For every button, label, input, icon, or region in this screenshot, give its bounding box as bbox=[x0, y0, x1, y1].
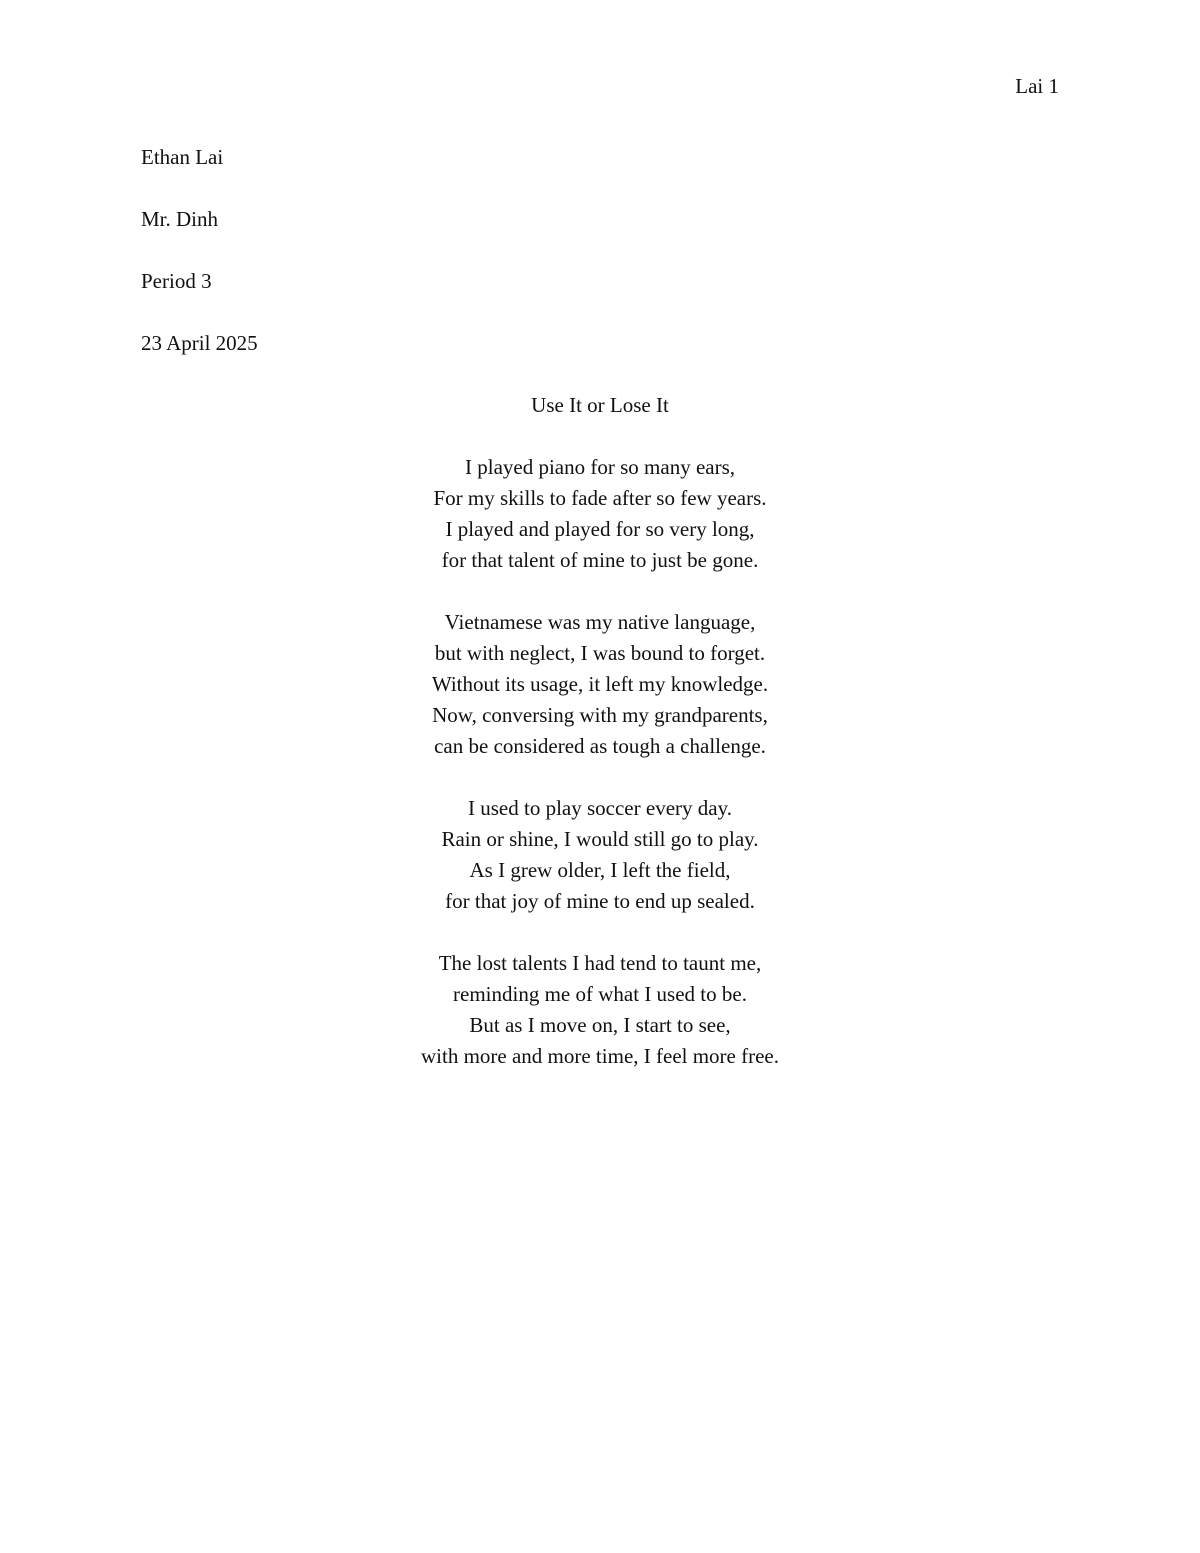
class-period: Period 3 bbox=[141, 269, 212, 293]
running-header: Lai 1 bbox=[1015, 74, 1059, 98]
stanza-4 bbox=[0, 949, 1200, 1073]
poem-line: reminding me of what I used to be. bbox=[453, 982, 747, 1006]
poem-line: Now, conversing with my grandparents, bbox=[432, 703, 768, 727]
poem-line: I played piano for so many ears, bbox=[465, 455, 735, 479]
stanza-2 bbox=[0, 608, 1200, 763]
teacher-name: Mr. Dinh bbox=[141, 207, 219, 231]
poem-line: As I grew older, I left the field, bbox=[469, 858, 731, 882]
poem-body bbox=[0, 453, 1200, 1104]
mla-heading bbox=[141, 143, 258, 391]
poem-title: Use It or Lose It bbox=[531, 393, 669, 417]
poem-line: I used to play soccer every day. bbox=[468, 796, 732, 820]
poem-line: But as I move on, I start to see, bbox=[469, 1013, 731, 1037]
poem-line: can be considered as tough a challenge. bbox=[434, 734, 766, 758]
student-name: Ethan Lai bbox=[141, 145, 224, 169]
poem-line: with more and more time, I feel more free. bbox=[420, 1044, 779, 1068]
poem-line: for that joy of mine to end up sealed. bbox=[445, 889, 755, 913]
poem-line: but with neglect, I was bound to forget. bbox=[434, 641, 766, 665]
poem-line: The lost talents I had tend to taunt me, bbox=[438, 951, 762, 975]
poem-line: Vietnamese was my native language, bbox=[444, 610, 756, 634]
stanza-3 bbox=[0, 794, 1200, 918]
stanza-1 bbox=[0, 453, 1200, 577]
poem-line: For my skills to fade after so few years. bbox=[433, 486, 767, 510]
poem-line: for that talent of mine to just be gone. bbox=[441, 548, 759, 572]
poem-line: I played and played for so very long, bbox=[445, 517, 755, 541]
document-date: 23 April 2025 bbox=[141, 331, 258, 355]
poem-line: Rain or shine, I would still go to play. bbox=[441, 827, 759, 851]
poem-line: Without its usage, it left my knowledge. bbox=[431, 672, 769, 696]
